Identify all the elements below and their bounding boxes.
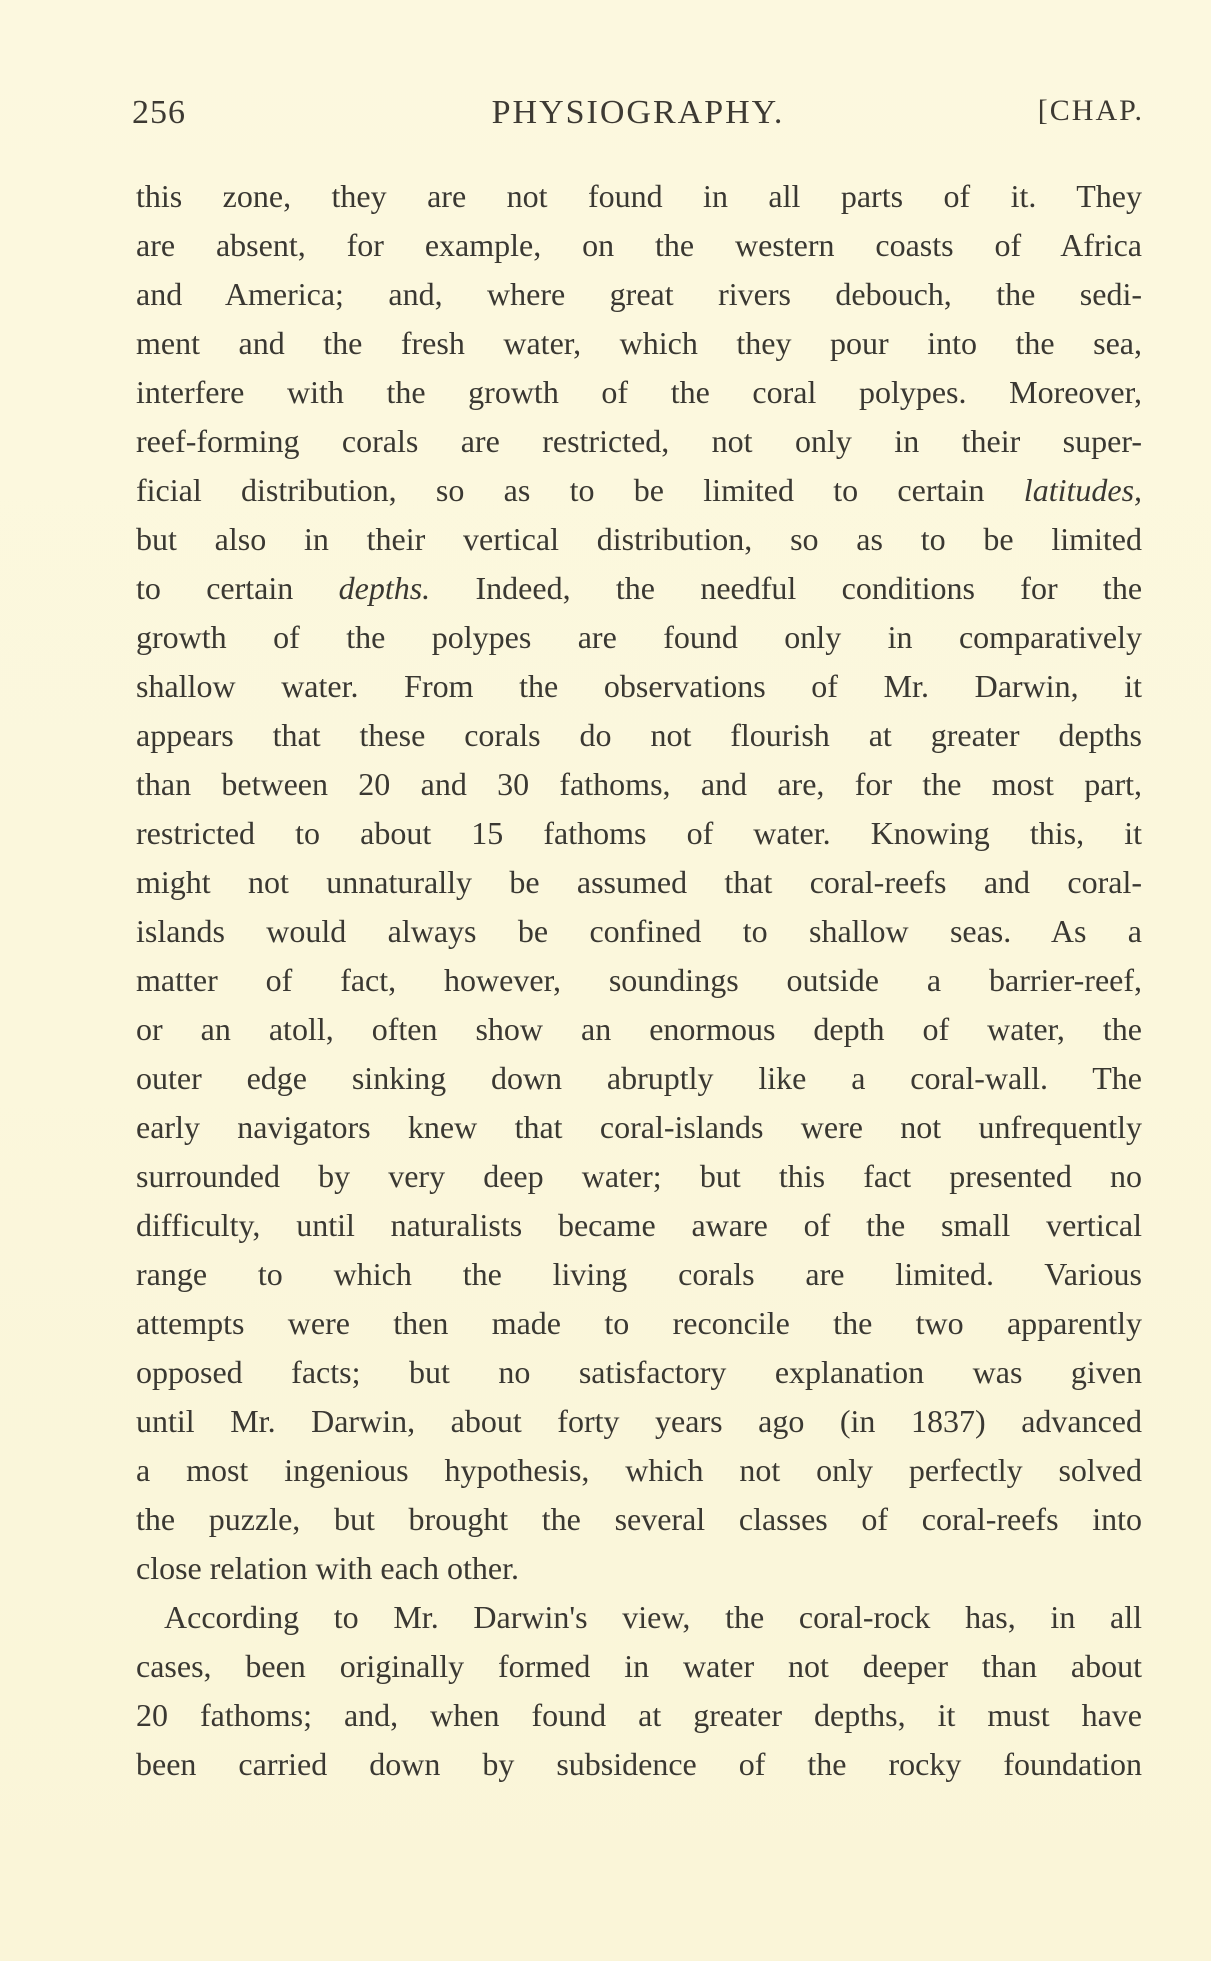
text-line: close relation with each other. <box>136 1550 519 1586</box>
text-line <box>136 466 1142 515</box>
text-line: According to Mr. Darwin's view, the coral-rock has, in all <box>164 1599 1142 1635</box>
text-line: 20 fathoms; and, when found at greater depths, it must have <box>136 1697 1142 1733</box>
page-header <box>132 94 1144 144</box>
text-line: might not unnaturally be assumed that coral-reefs and coral- <box>136 864 1142 900</box>
text-line: matter of fact, however, soundings outside a barrier-reef, <box>136 962 1142 998</box>
text-line: shallow water. From the observations of Mr. Darwin, it <box>136 668 1142 704</box>
text-line: cases, been originally formed in water not deeper than about <box>136 1648 1142 1684</box>
text-line: restricted to about 15 fathoms of water. Knowing this, it <box>136 815 1142 851</box>
text-line: this zone, they are not found in all parts of it. They <box>136 178 1142 214</box>
text-line: interfere with the growth of the coral polypes. Moreover, <box>136 374 1142 410</box>
text-line: surrounded by very deep water; but this fact presented no <box>136 1158 1142 1194</box>
body-text <box>136 172 1142 1789</box>
text-line: the puzzle, but brought the several classes of coral-reefs into <box>136 1501 1142 1537</box>
chapter-reference: [CHAP. <box>1037 94 1144 127</box>
text-line: outer edge sinking down abruptly like a coral-wall. The <box>136 1060 1142 1096</box>
running-title: PHYSIOGRAPHY. <box>491 94 785 131</box>
text-line: difficulty, until naturalists became aware of the small vertical <box>136 1207 1142 1243</box>
text-segment: to certain <box>136 570 294 606</box>
text-segment: Indeed, the needful conditions for the <box>475 570 1142 606</box>
text-line: appears that these corals do not flourish at greater depths <box>136 717 1142 753</box>
text-line: and America; and, where great rivers debouch, the sedi- <box>136 276 1142 312</box>
text-line: or an atoll, often show an enormous depth of water, the <box>136 1011 1142 1047</box>
text-line: opposed facts; but no satisfactory explanation was given <box>136 1354 1142 1390</box>
text-line <box>136 564 1142 613</box>
text-line: been carried down by subsidence of the rocky foundation <box>136 1746 1142 1782</box>
text-line: islands would always be confined to shallow seas. As a <box>136 913 1142 949</box>
text-line: range to which the living corals are limited. Various <box>136 1256 1142 1292</box>
text-line: ment and the fresh water, which they pour into the sea, <box>136 325 1142 361</box>
text-line: but also in their vertical distribution, so as to be limited <box>136 521 1142 557</box>
text-segment: ficial distribution, so as to be limited to certain <box>136 472 985 508</box>
text-line: a most ingenious hypothesis, which not only perfectly solved <box>136 1452 1142 1488</box>
italic-word-depths: depths. <box>338 570 431 606</box>
text-line: reef-forming corals are restricted, not only in their super- <box>136 423 1142 459</box>
italic-word-latitudes: latitudes, <box>1023 472 1142 508</box>
text-line: growth of the polypes are found only in comparatively <box>136 619 1142 655</box>
page-number: 256 <box>132 94 186 131</box>
text-line: than between 20 and 30 fathoms, and are, for the most part, <box>136 766 1142 802</box>
text-line: are absent, for example, on the western coasts of Africa <box>136 227 1142 263</box>
text-line: attempts were then made to reconcile the two apparently <box>136 1305 1142 1341</box>
text-line: until Mr. Darwin, about forty years ago (in 1837) advanced <box>136 1403 1142 1439</box>
text-line: early navigators knew that coral-islands were not unfrequently <box>136 1109 1142 1145</box>
